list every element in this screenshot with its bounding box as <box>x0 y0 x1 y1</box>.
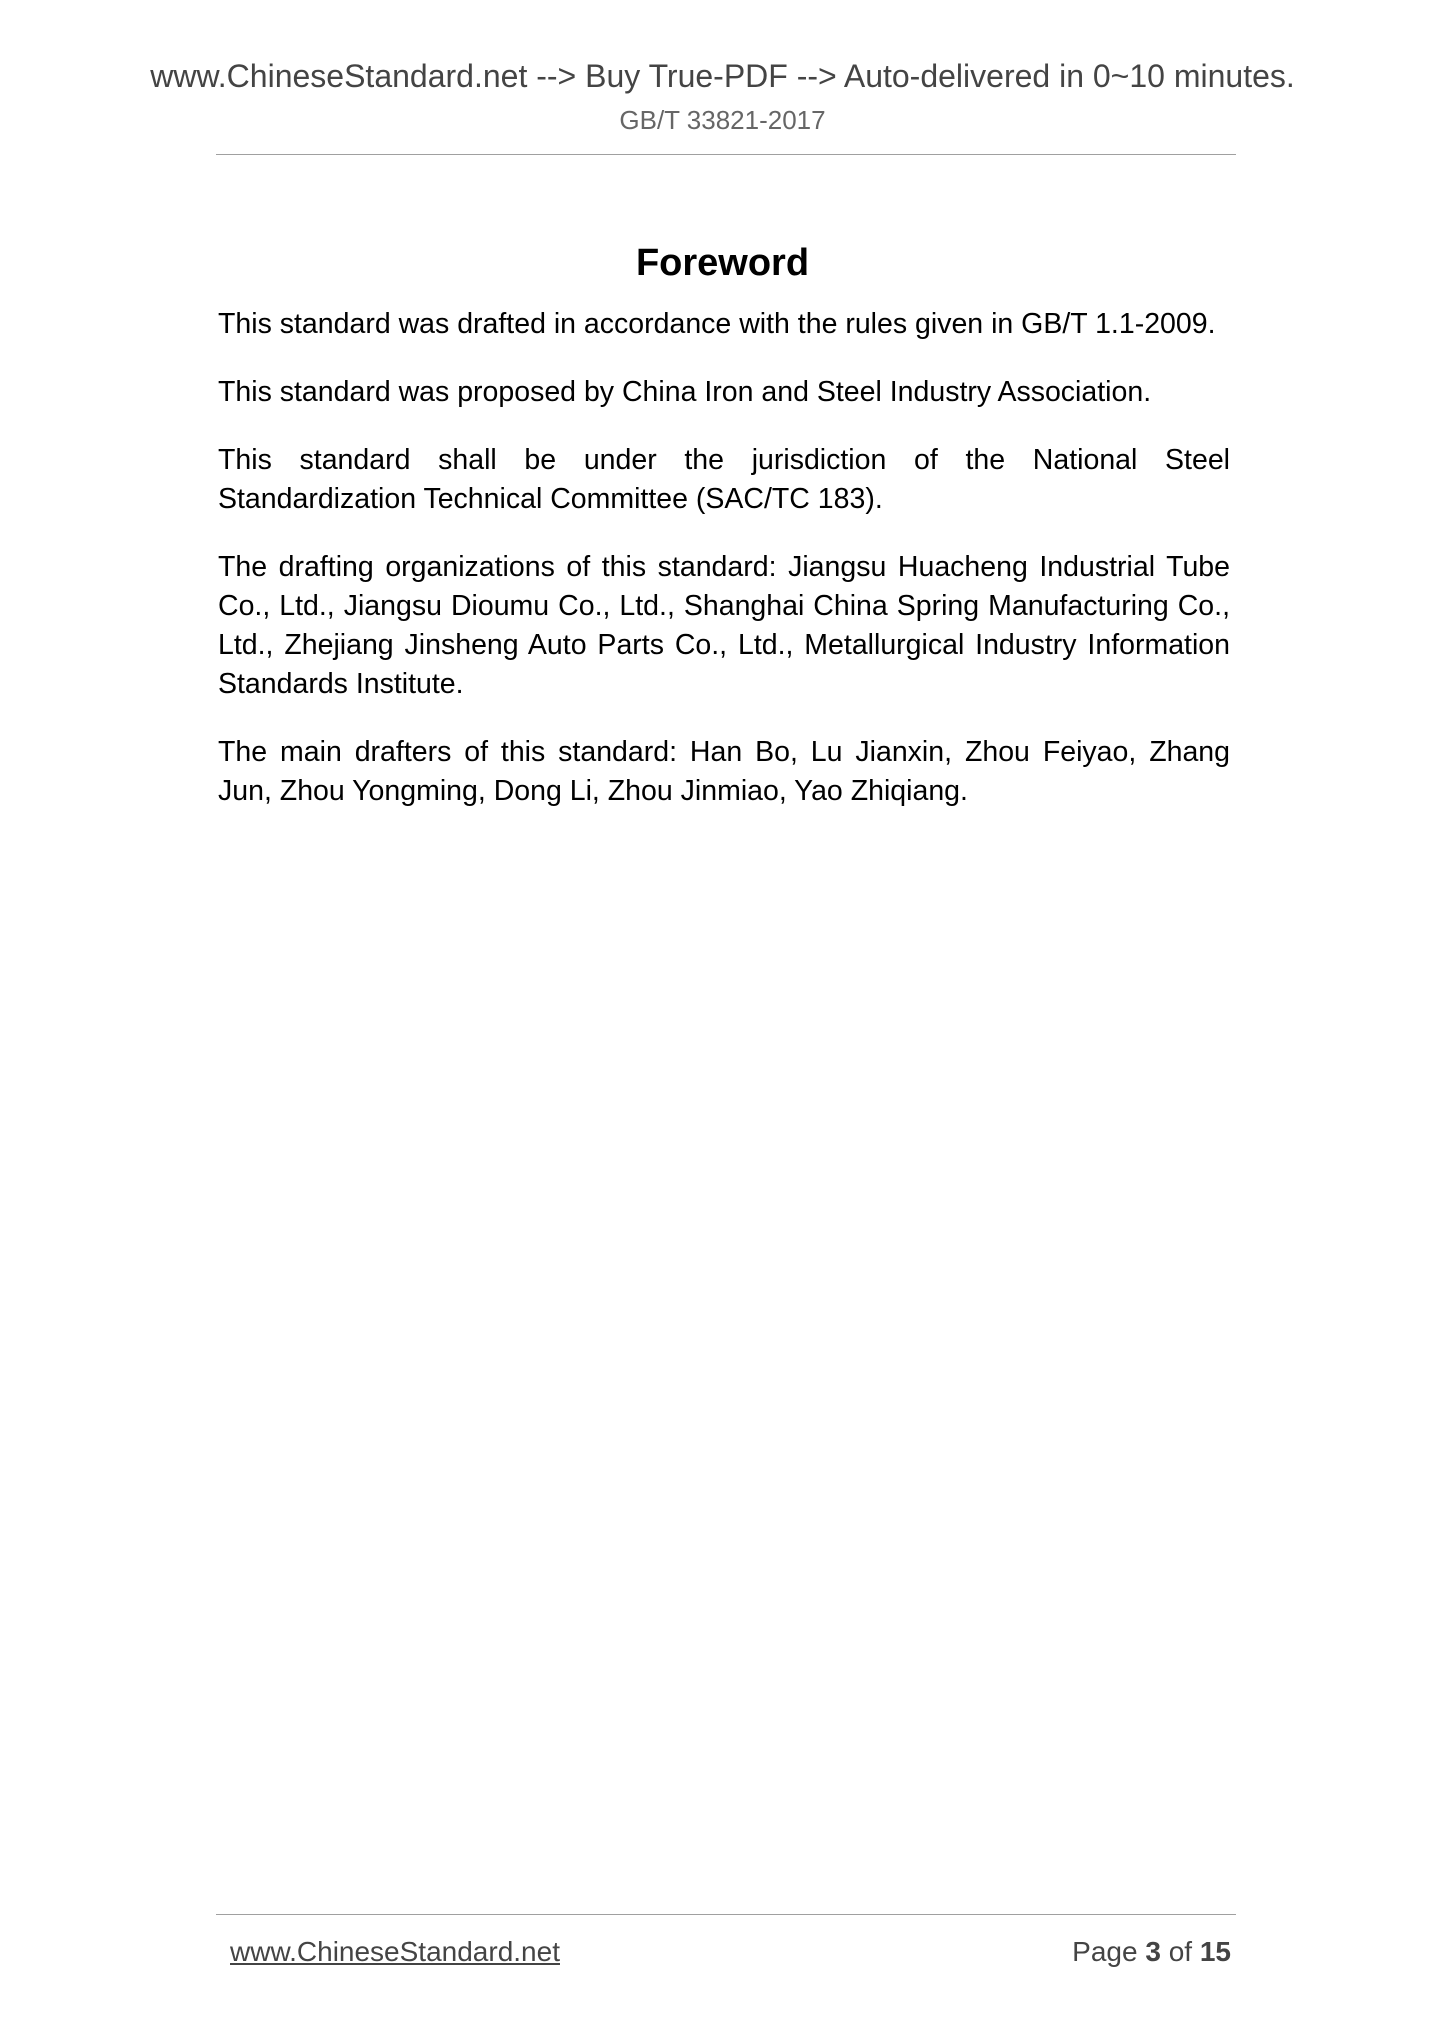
page-label: Page <box>1072 1936 1138 1967</box>
paragraph-jurisdiction: This standard shall be under the jurisdiction of the National Steel Standardization Technical Committee (SAC/TC 183). <box>218 444 1230 515</box>
footer-website-link[interactable]: www.ChineseStandard.net <box>230 1936 560 1967</box>
paragraph-drafting-rules: This standard was drafted in accordance with the rules given in GB/T 1.1-2009. <box>218 308 1216 340</box>
footer-divider <box>216 1914 1236 1915</box>
page-number <box>1072 1934 1231 1970</box>
page-total: 15 <box>1199 1936 1231 1967</box>
page-of-label: of <box>1168 1936 1193 1967</box>
standard-code: GB/T 33821-2017 <box>619 105 826 135</box>
page-current: 3 <box>1145 1936 1161 1967</box>
header-banner: www.ChineseStandard.net --> Buy True-PDF --> Auto-delivered in 0~10 minutes. <box>150 58 1295 94</box>
header-divider <box>216 154 1236 155</box>
page-title: Foreword <box>635 242 810 285</box>
paragraph-proposer: This standard was proposed by China Iron and Steel Industry Association. <box>218 376 1152 408</box>
foreword-body <box>218 305 1230 840</box>
paragraph-main-drafters: The main drafters of this standard: Han Bo, Lu Jianxin, Zhou Feiyao, Zhang Jun, Zhou Yongming, Dong Li, Zhou Jinmiao, Yao Zhiqiang. <box>218 736 1230 807</box>
paragraph-drafting-organizations: The drafting organizations of this standard: Jiangsu Huacheng Industrial Tube Co., Ltd., Jiangsu Dioumu Co., Ltd., Shanghai China Spring Manufacturing Co., Ltd., Zhejiang Jinsheng Auto Parts Co., Ltd., Metallurgical Industry Information Standards Institute. <box>218 551 1230 700</box>
